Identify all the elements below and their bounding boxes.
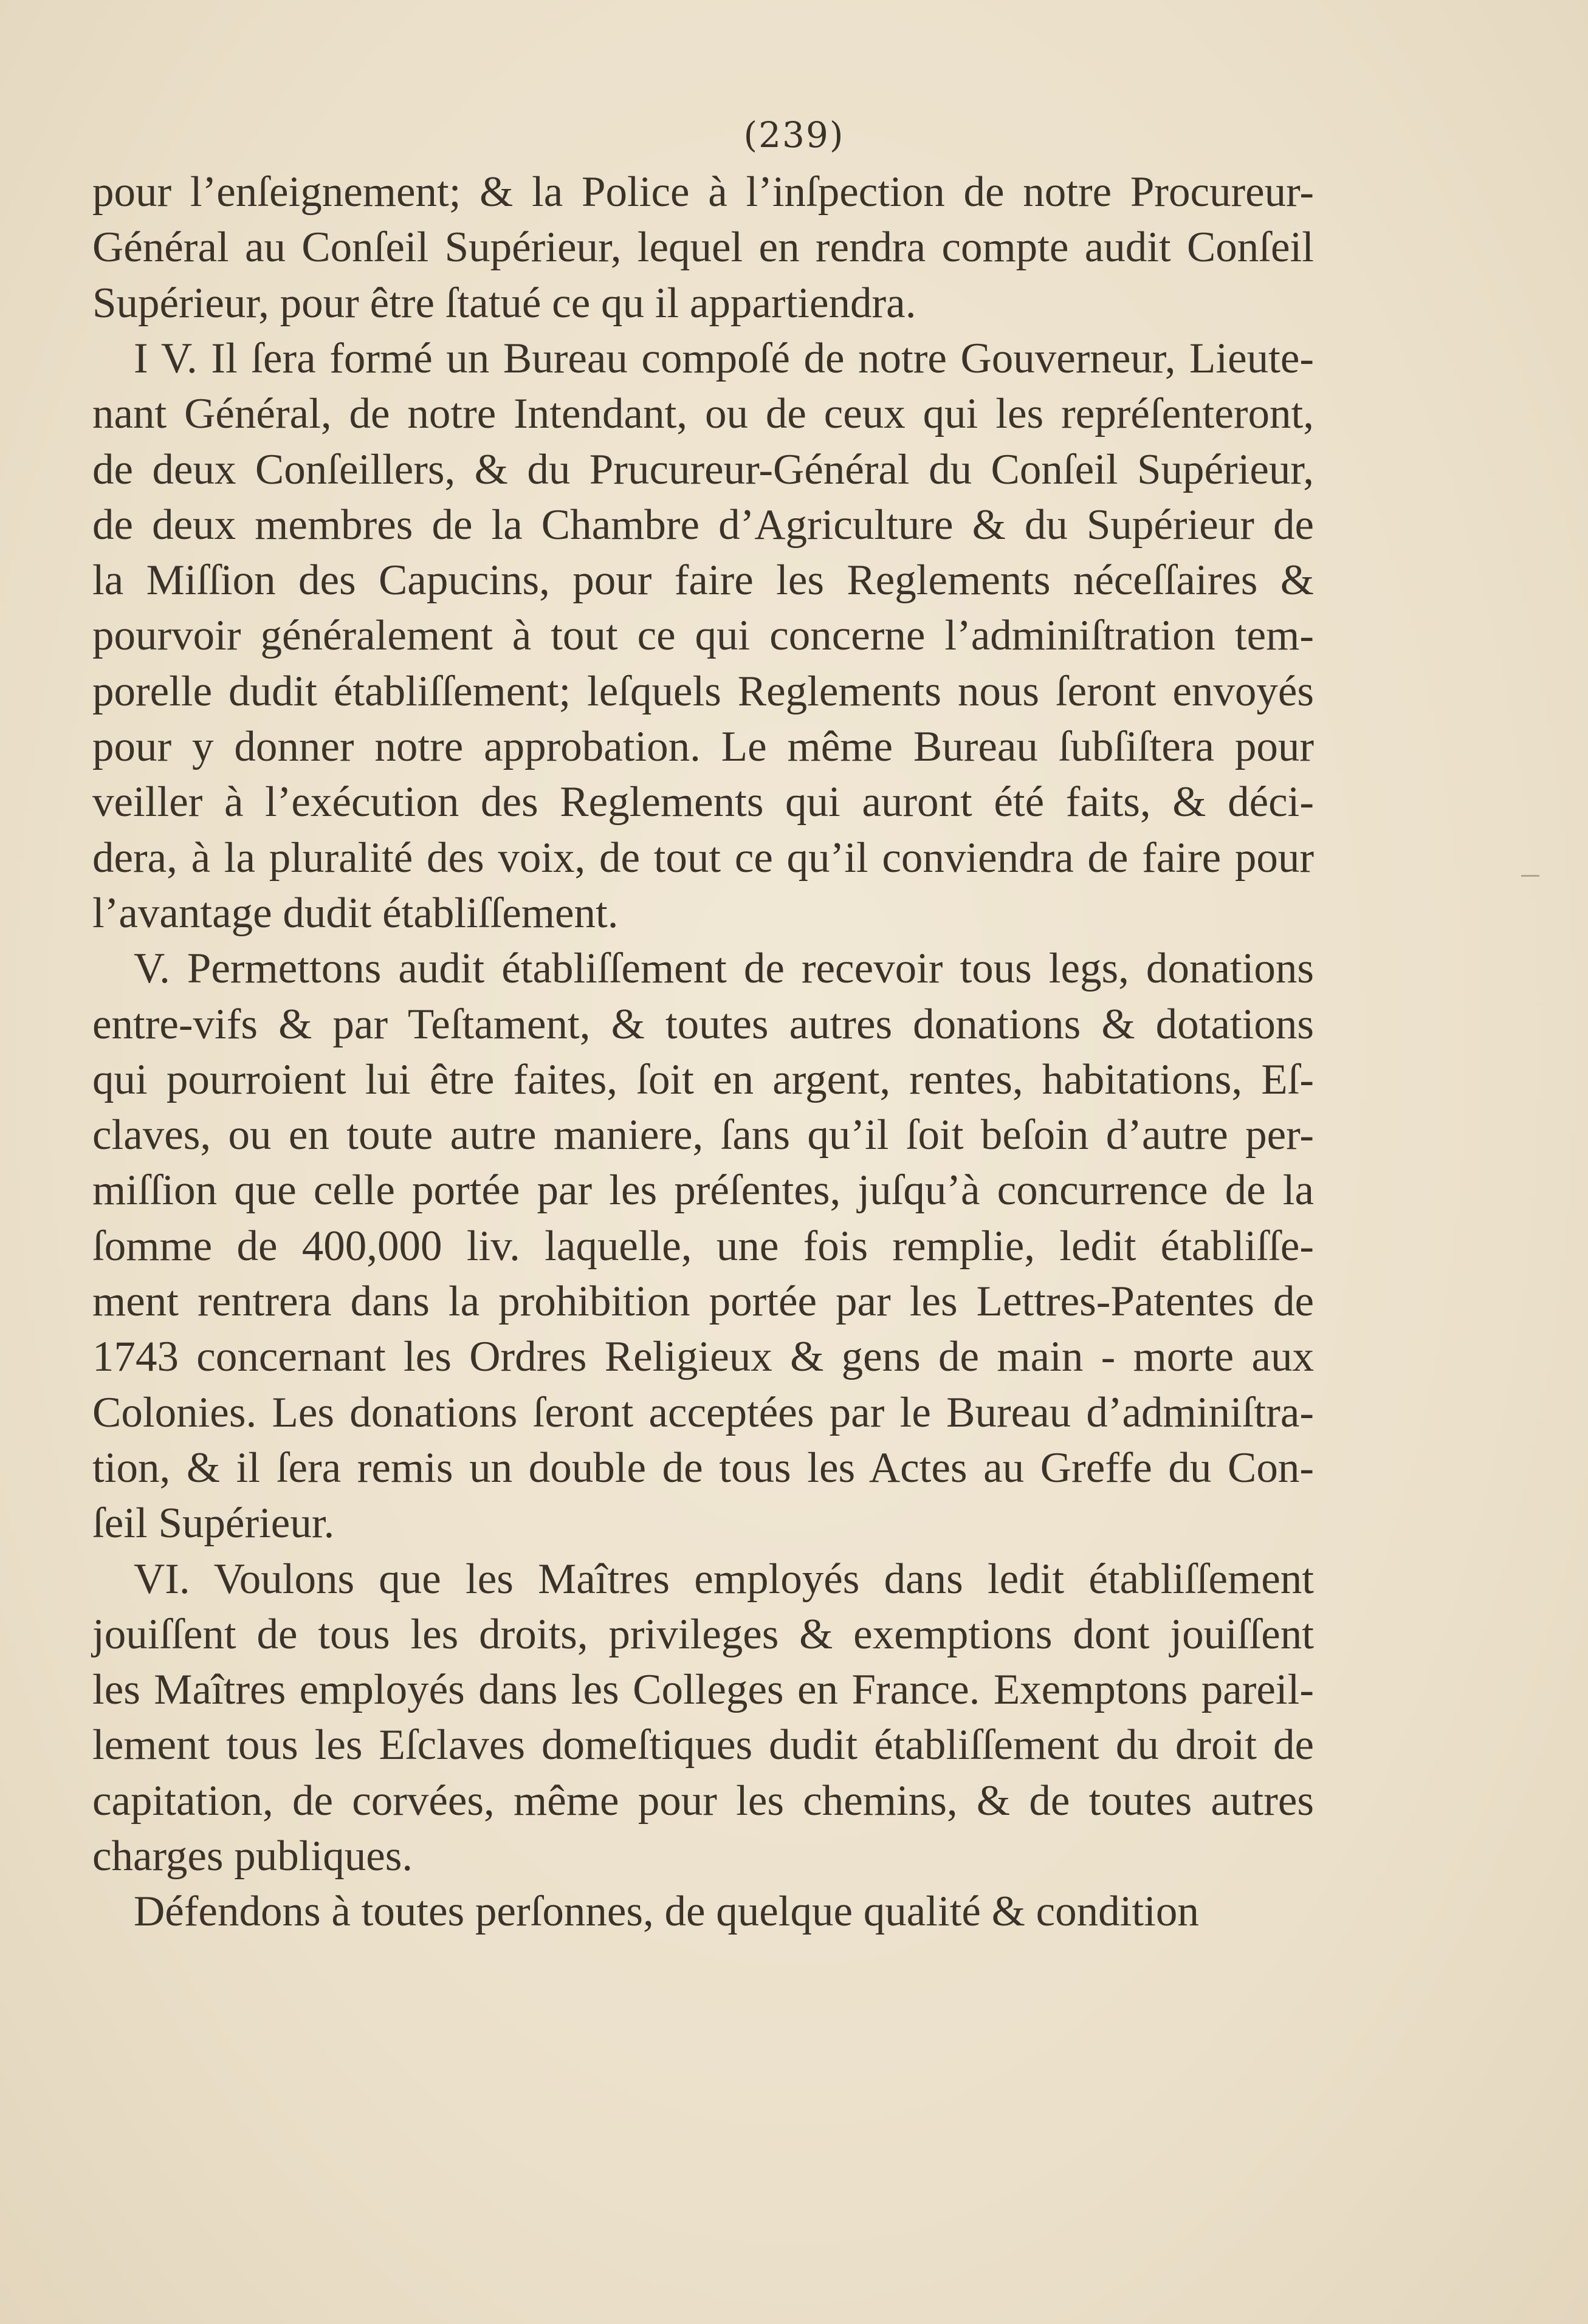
text-line: pour y donner notre approbation. Le même Bureau ſubſiſtera pour	[92, 723, 1314, 770]
text-line: de deux membres de la Chambre d’Agriculture & du Supérieur de	[92, 501, 1314, 549]
text-line: charges publiques.	[92, 1832, 413, 1880]
text-line: capitation, de corvées, même pour les chemins, & de toutes autres	[92, 1777, 1314, 1825]
text-line: lement tous les Eſclaves domeſtiques dudit établiſſement du droit de	[92, 1721, 1314, 1769]
text-line: Général au Conſeil Supérieur, lequel en rendra compte audit Conſeil	[92, 224, 1314, 271]
text-line: ment rentrera dans la prohibition portée par les Lettres-Patentes de	[92, 1278, 1314, 1325]
text-line: claves, ou en toute autre maniere, ſans qu’il ſoit beſoin d’autre per-	[92, 1111, 1314, 1159]
text-line: I V. Il ſera formé un Bureau compoſé de notre Gouverneur, Lieute-	[134, 335, 1314, 382]
text-line: qui pourroient lui être faites, ſoit en argent, rentes, habitations, Eſ-	[92, 1056, 1314, 1103]
text-line: Défendons à toutes perſonnes, de quelque qualité & condition	[134, 1888, 1199, 1935]
text-line: entre-vifs & par Teſtament, & toutes autres donations & dotations	[92, 1001, 1314, 1048]
text-line: tion, & il ſera remis un double de tous les Actes au Greffe du Con-	[92, 1444, 1314, 1492]
margin-mark	[1521, 875, 1539, 877]
text-line: Colonies. Les donations ſeront acceptées par le Bureau d’adminiſtra-	[92, 1389, 1314, 1436]
text-line: V. Permettons audit établiſſement de recevoir tous legs, donations	[134, 945, 1314, 992]
text-line: porelle dudit établiſſement; leſquels Reglements nous ſeront envoyés	[92, 668, 1314, 715]
text-line: les Maîtres employés dans les Colleges en France. Exemptons pareil-	[92, 1666, 1314, 1713]
text-line: nant Général, de notre Intendant, ou de ceux qui les repréſenteront,	[92, 390, 1314, 437]
page-number: (239)	[743, 114, 845, 156]
text-line: ſeil Supérieur.	[92, 1500, 335, 1547]
text-line: de deux Conſeillers, & du Prucureur-Général du Conſeil Supérieur,	[92, 446, 1314, 493]
text-line: Supérieur, pour être ſtatué ce qu il appartiendra.	[92, 279, 916, 327]
text-line: pour l’enſeignement; & la Police à l’inſpection de notre Procureur-	[92, 168, 1314, 216]
text-line: la Miſſion des Capucins, pour faire les Reglements néceſſaires &	[92, 557, 1314, 604]
text-line: veiller à l’exécution des Reglements qui auront été faits, & déci-	[92, 778, 1314, 826]
text-line: ſomme de 400,000 liv. laquelle, une fois remplie, ledit établiſſe-	[92, 1222, 1314, 1270]
text-line: l’avantage dudit établiſſement.	[92, 889, 619, 937]
text-line: dera, à la pluralité des voix, de tout ce qu’il conviendra de faire pour	[92, 834, 1314, 882]
text-line: pourvoir généralement à tout ce qui concerne l’adminiſtration tem-	[92, 612, 1314, 659]
text-line: VI. Voulons que les Maîtres employés dans ledit établiſſement	[134, 1555, 1314, 1603]
text-line: jouiſſent de tous les droits, privileges & exemptions dont jouiſſent	[92, 1611, 1314, 1658]
text-line: 1743 concernant les Ordres Religieux & gens de main - morte aux	[92, 1333, 1314, 1380]
text-line: miſſion que celle portée par les préſentes, juſqu’à concurrence de la	[92, 1167, 1314, 1214]
